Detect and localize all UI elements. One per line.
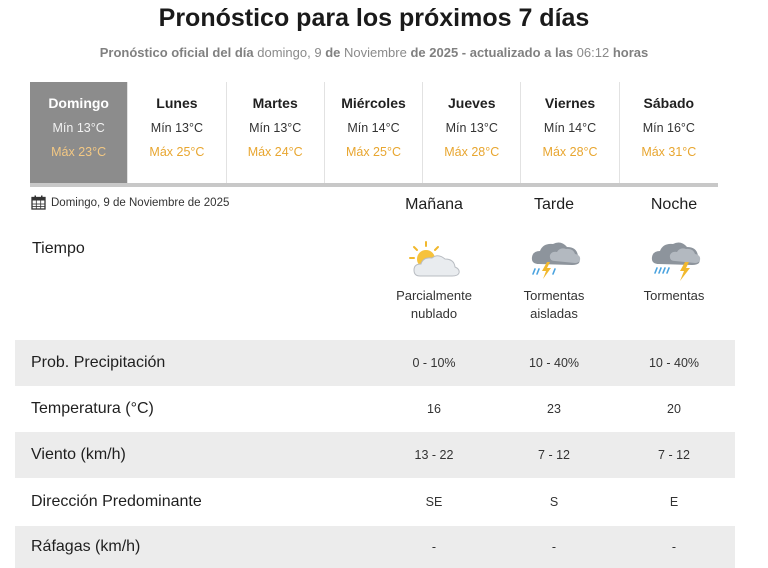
day-min-temp: Mín 14°C — [543, 121, 597, 135]
row-value-morning: SE — [425, 495, 443, 509]
subtitle-horas: horas — [612, 45, 649, 60]
weather-desc-morning — [379, 287, 489, 323]
calendar-icon — [31, 195, 46, 210]
row-value-morning: 0 - 10% — [412, 356, 456, 370]
row-value-morning: - — [431, 540, 437, 554]
day-name: Miércoles — [341, 95, 406, 111]
period-morning: Mañana — [405, 196, 463, 213]
detail-date-text: Domingo, 9 de Noviembre de 2025 — [51, 196, 230, 209]
weather-desc-night — [619, 287, 729, 305]
day-tab-domingo[interactable] — [30, 82, 128, 183]
subtitle-time: 06:12 — [576, 45, 610, 60]
period-night: Noche — [650, 196, 698, 213]
tiempo-label: Tiempo — [32, 240, 85, 257]
row-value-afternoon: - — [551, 540, 557, 554]
period-afternoon: Tarde — [533, 196, 575, 213]
partly-cloudy-icon — [404, 238, 464, 282]
row-value-night: 7 - 12 — [658, 448, 690, 462]
subtitle-date: domingo, 9 — [257, 45, 322, 60]
weather-desc-line: Parcialmente — [396, 288, 472, 303]
storms-icon — [645, 238, 705, 282]
row-gusts — [15, 526, 735, 568]
day-name: Jueves — [448, 95, 496, 111]
row-wind — [15, 432, 735, 478]
forecast-subtitle — [0, 45, 748, 60]
day-min-temp: Mín 13°C — [249, 121, 302, 135]
page-title: Pronóstico para los próximos 7 días — [158, 4, 590, 32]
day-tab-martes[interactable] — [227, 82, 325, 183]
row-label: Dirección Predominante — [31, 493, 202, 510]
day-name: Domingo — [48, 95, 109, 111]
row-value-morning: 16 — [427, 402, 441, 416]
subtitle-month: Noviembre — [343, 45, 407, 60]
row-value-night: 10 - 40% — [648, 356, 700, 370]
day-min-temp: Mín 13°C — [445, 121, 498, 135]
weather-desc-line: aisladas — [530, 306, 578, 321]
row-value-night: 20 — [667, 402, 681, 416]
weather-desc-afternoon — [499, 287, 609, 323]
row-label: Ráfagas (km/h) — [31, 538, 141, 555]
day-max-temp: Máx 28°C — [542, 145, 598, 159]
day-tab-sabado[interactable] — [620, 82, 718, 183]
day-tab-miercoles[interactable] — [325, 82, 423, 183]
day-max-temp: Máx 25°C — [149, 145, 205, 159]
row-value-afternoon: 7 - 12 — [538, 448, 570, 462]
row-direction — [15, 479, 735, 525]
subtitle-de: de — [325, 45, 341, 60]
subtitle-updated: de 2025 - actualizado a las — [410, 45, 574, 60]
day-name: Lunes — [156, 95, 198, 111]
row-label: Prob. Precipitación — [31, 354, 166, 371]
isolated-storms-icon — [525, 238, 585, 282]
day-min-temp: Mín 13°C — [52, 121, 105, 135]
day-min-temp: Mín 14°C — [347, 121, 400, 135]
day-tab-jueves[interactable] — [423, 82, 521, 183]
row-label: Viento (km/h) — [31, 446, 126, 463]
detail-date — [31, 195, 229, 210]
subtitle-label: Pronóstico oficial del día — [99, 45, 254, 60]
weather-desc-line: Tormentas — [643, 288, 705, 303]
weather-desc-line: nublado — [410, 306, 458, 321]
row-value-night: - — [671, 540, 677, 554]
row-value-night: E — [669, 495, 679, 509]
day-max-temp: Máx 23°C — [51, 145, 107, 159]
weather-desc-line: Tormentas — [523, 288, 585, 303]
day-tabs — [30, 82, 718, 187]
day-name: Sábado — [643, 95, 695, 111]
day-tab-lunes[interactable] — [128, 82, 226, 183]
row-temperature — [15, 386, 735, 432]
day-max-temp: Máx 24°C — [247, 145, 303, 159]
row-value-afternoon: S — [549, 495, 559, 509]
day-tab-viernes[interactable] — [521, 82, 619, 183]
row-value-afternoon: 23 — [547, 402, 561, 416]
row-precipitation — [15, 340, 735, 386]
day-max-temp: Máx 31°C — [641, 145, 697, 159]
day-min-temp: Mín 16°C — [642, 121, 695, 135]
day-max-temp: Máx 28°C — [444, 145, 500, 159]
day-name: Viernes — [544, 95, 596, 111]
row-value-morning: 13 - 22 — [414, 448, 454, 462]
day-name: Martes — [252, 95, 298, 111]
day-max-temp: Máx 25°C — [345, 145, 401, 159]
day-min-temp: Mín 13°C — [150, 121, 204, 135]
row-value-afternoon: 10 - 40% — [528, 356, 580, 370]
row-label: Temperatura (°C) — [31, 400, 154, 417]
